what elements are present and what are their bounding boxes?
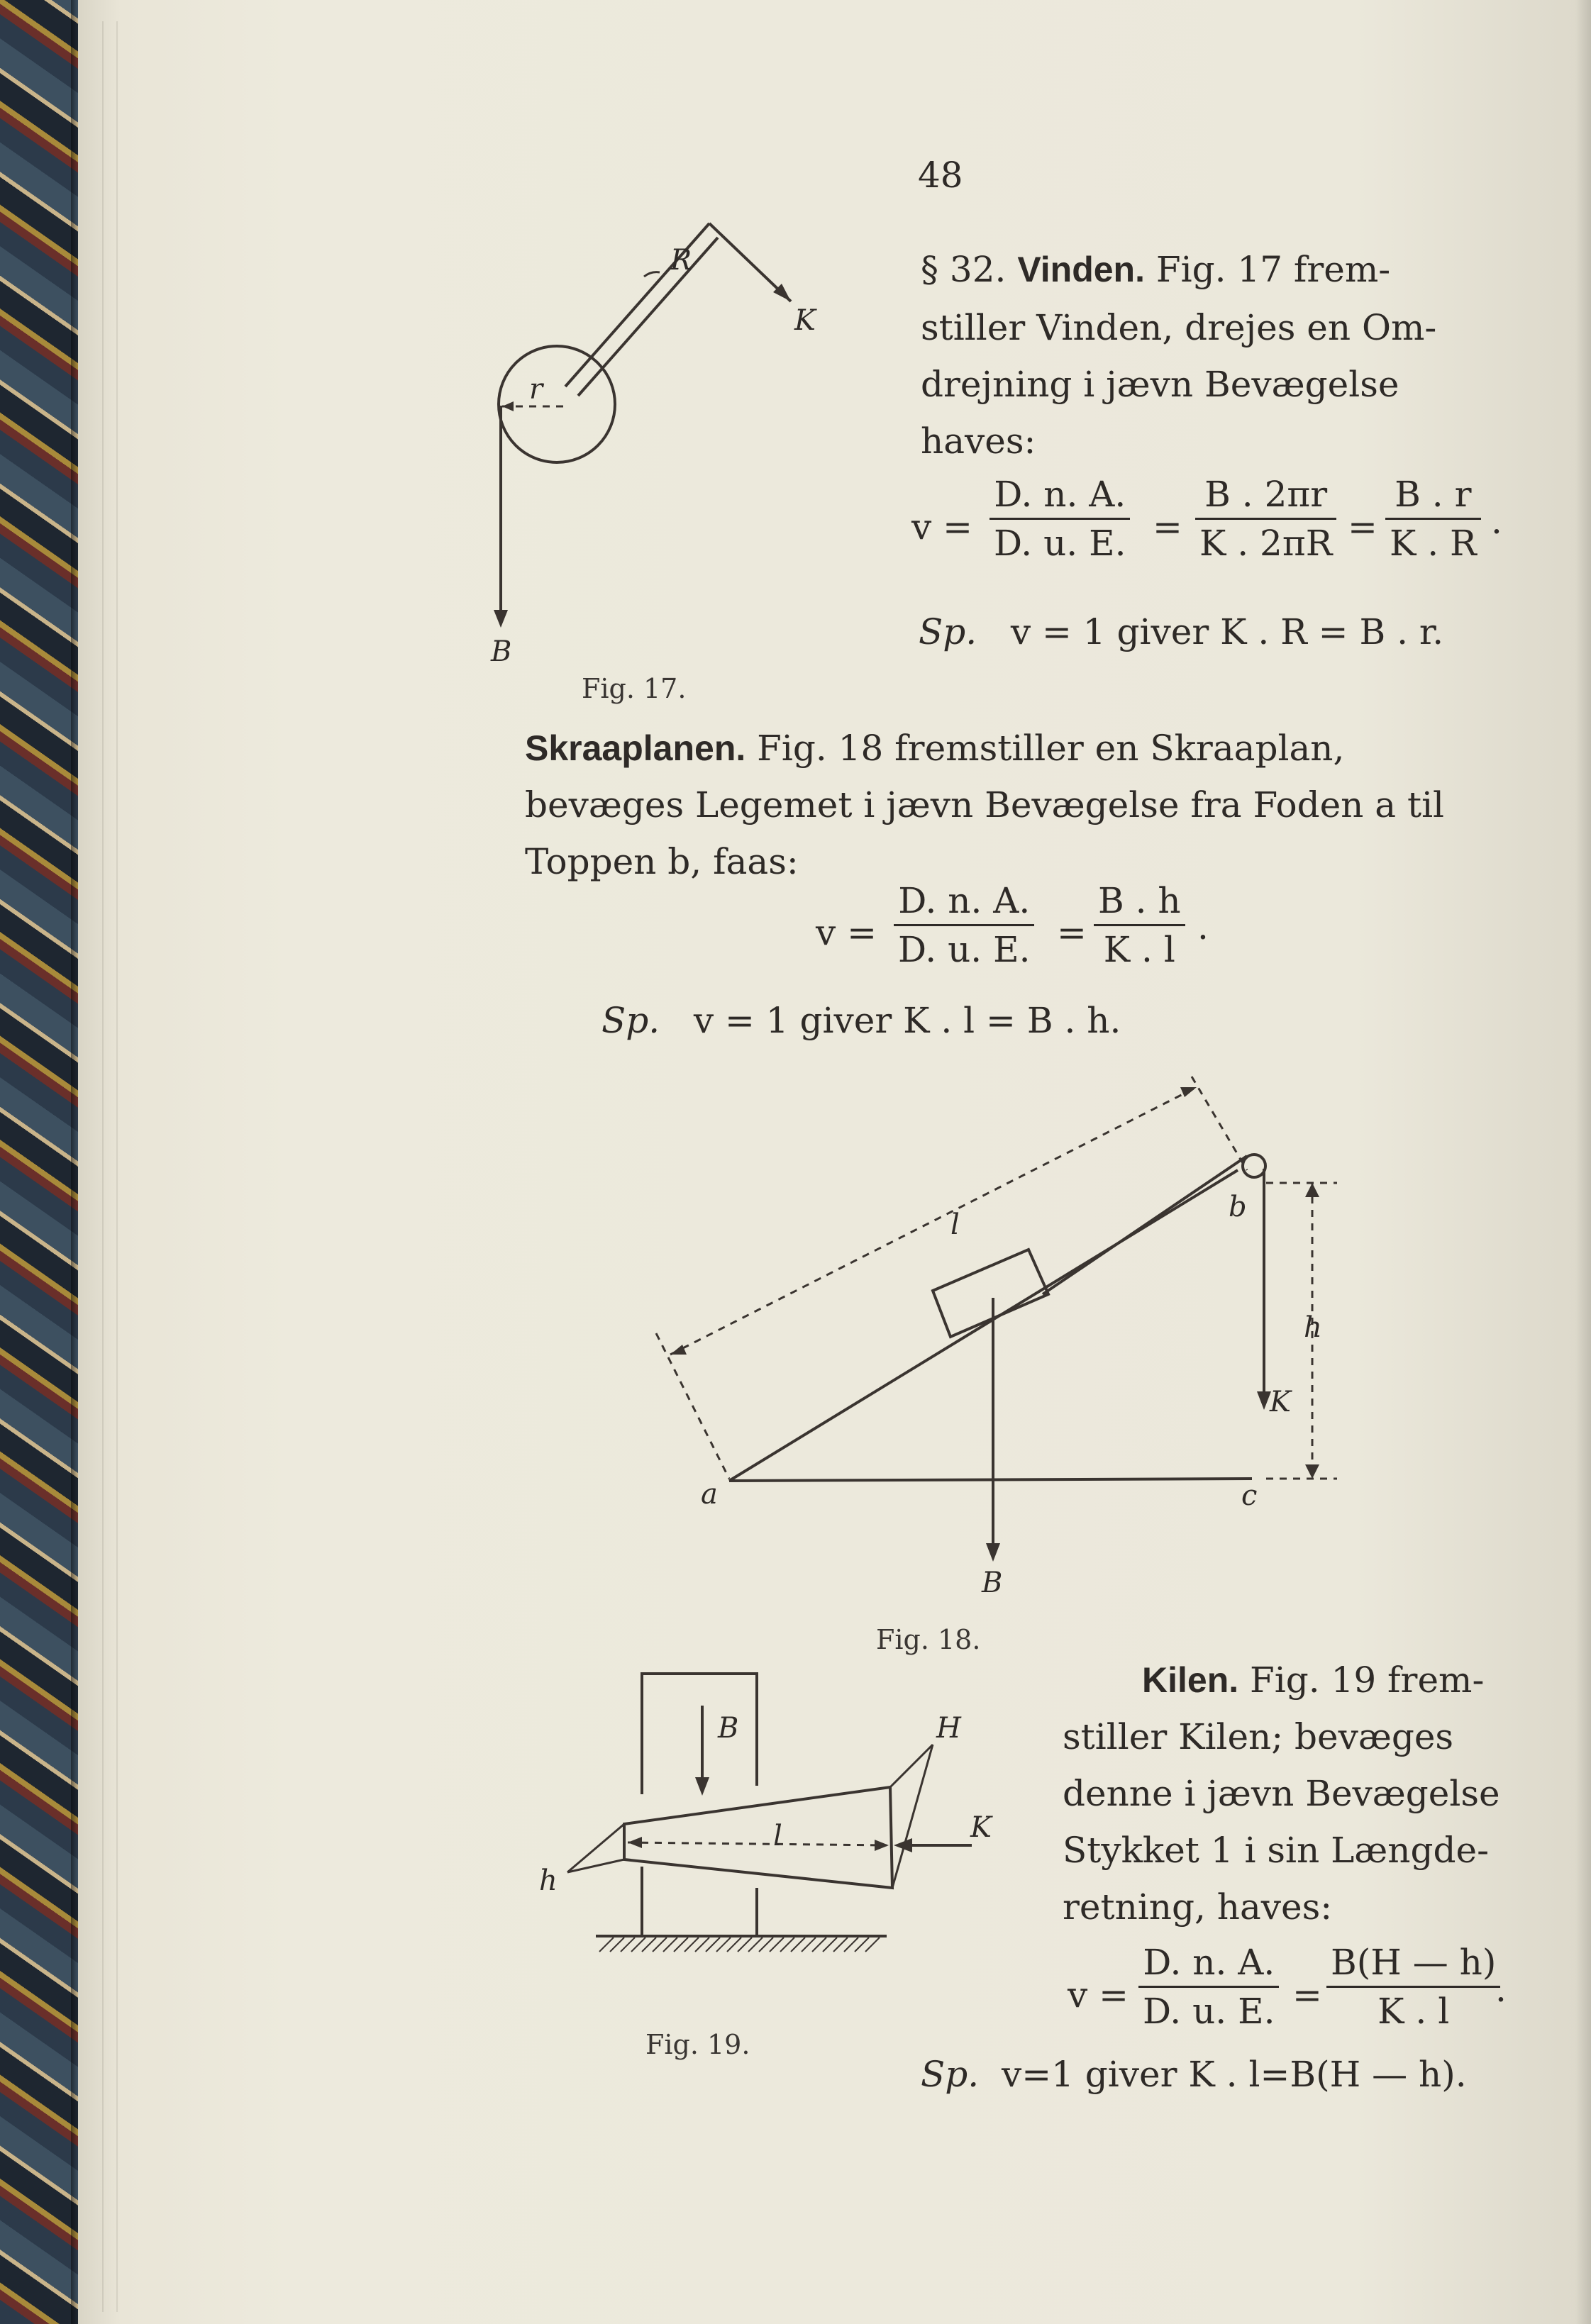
formula1-eq2: = (1348, 506, 1377, 547)
formula2-eq1: = (1057, 912, 1087, 953)
fig19-label-h: h (539, 1864, 558, 1897)
fig17-label-r: r (529, 373, 543, 406)
section32-sp-label: Sp. (919, 611, 977, 652)
kilen-line1-rest: Fig. 19 frem- (1250, 1659, 1485, 1701)
book-page (78, 0, 1591, 2324)
skraaplanen-title: Skraaplanen. (525, 728, 746, 768)
fig19-diagram (532, 1659, 992, 2060)
fig19-caption: Fig. 19. (645, 2029, 750, 2060)
kilen-line3: denne i jævn Bevægelse (1063, 1773, 1500, 1814)
section32-line4: haves: (921, 421, 1036, 462)
kilen-line5: retning, haves: (1063, 1886, 1333, 1928)
formula1-end: . (1491, 501, 1502, 542)
formula2-frac1: $\frac{D. n. A.}{D. u. E.}$ (894, 883, 1034, 967)
marbled-binding-edge (0, 0, 78, 2324)
formula3-eq1: = (1292, 1974, 1322, 2016)
fig19-label-B: B (718, 1712, 739, 1745)
formula3-frac2: $\frac{B(H — h)}{K . l}$ (1326, 1945, 1500, 2029)
fig19-label-l: l (773, 1820, 782, 1852)
fig19-label-H: H (936, 1712, 961, 1745)
kilen-title: Kilen. (1142, 1660, 1239, 1700)
page-number: 48 (918, 155, 963, 196)
formula1-eq1: = (1153, 506, 1182, 547)
skraaplanen-sp-label: Sp. (602, 1000, 660, 1041)
fig18-label-B: B (982, 1567, 1003, 1599)
formula1-frac1: $\frac{D. n. A.}{D. u. E.}$ (989, 477, 1130, 561)
section32-line1-rest: Fig. 17 frem- (1155, 249, 1391, 290)
fig17-diagram (461, 213, 901, 667)
skraaplanen-line1 (525, 728, 1345, 769)
fig18-label-a: a (701, 1478, 718, 1511)
fig18-caption: Fig. 18. (876, 1624, 981, 1655)
formula3-lhs: v = (1068, 1974, 1129, 2016)
kilen-sp-text: v=1 giver K . l=B(H — h). (1001, 2054, 1467, 2095)
formula2-frac2: $\frac{B . h}{K . l}$ (1094, 883, 1185, 967)
skraaplanen-line2: bevæges Legemet i jævn Bevægelse fra Foden a til (525, 784, 1445, 825)
formula2-end: . (1197, 906, 1209, 947)
formula1-frac3: $\frac{B . r}{K . R}$ (1385, 477, 1481, 561)
skraaplanen-sp (602, 1000, 1121, 1041)
formula1-frac2: $\frac{B . 2\pi r}{K . 2\pi R}$ (1195, 477, 1336, 561)
fig18-label-h: h (1304, 1311, 1322, 1344)
fig17-label-B: B (491, 635, 512, 668)
section32-para-sign: § 32. (921, 249, 1007, 290)
fig17-caption: Fig. 17. (582, 673, 687, 704)
section32-line2: stiller Vinden, drejes en Om- (921, 307, 1437, 348)
section32-line3: drejning i jævn Bevægelse (921, 364, 1399, 405)
section32-sp-text: v = 1 giver K . R = B . r. (1010, 611, 1444, 652)
skraaplanen-sp-text: v = 1 giver K . l = B . h. (693, 1000, 1121, 1041)
section32-title: Vinden. (1017, 250, 1145, 289)
fig18-diagram (645, 1064, 1355, 1617)
fig17-label-R: R (670, 244, 692, 277)
kilen-line1 (1142, 1659, 1485, 1701)
kilen-line4: Stykket 1 i sin Længde- (1063, 1830, 1490, 1871)
formula3-frac1: $\frac{D. n. A.}{D. u. E.}$ (1138, 1945, 1279, 2029)
fig18-label-l: l (950, 1208, 960, 1241)
skraaplanen-line1-rest: Fig. 18 fremstiller en Skraaplan, (757, 728, 1345, 769)
kilen-sp-label: Sp. (921, 2054, 980, 2095)
kilen-sp (921, 2054, 1467, 2095)
formula2-lhs: v = (816, 912, 877, 953)
section32-line1 (921, 249, 1391, 290)
fig18-label-b: b (1229, 1191, 1247, 1223)
fig18-label-K: K (1270, 1386, 1291, 1418)
skraaplanen-line3: Toppen b, faas: (525, 841, 799, 882)
fig19-label-K: K (970, 1811, 992, 1844)
fig17-label-K: K (794, 304, 816, 337)
formula1-lhs: v = (911, 506, 973, 547)
kilen-line2: stiller Kilen; bevæges (1063, 1716, 1454, 1757)
fig18-label-c: c (1241, 1479, 1258, 1512)
section32-sp (919, 611, 1444, 652)
formula3-end: . (1495, 1969, 1507, 2010)
